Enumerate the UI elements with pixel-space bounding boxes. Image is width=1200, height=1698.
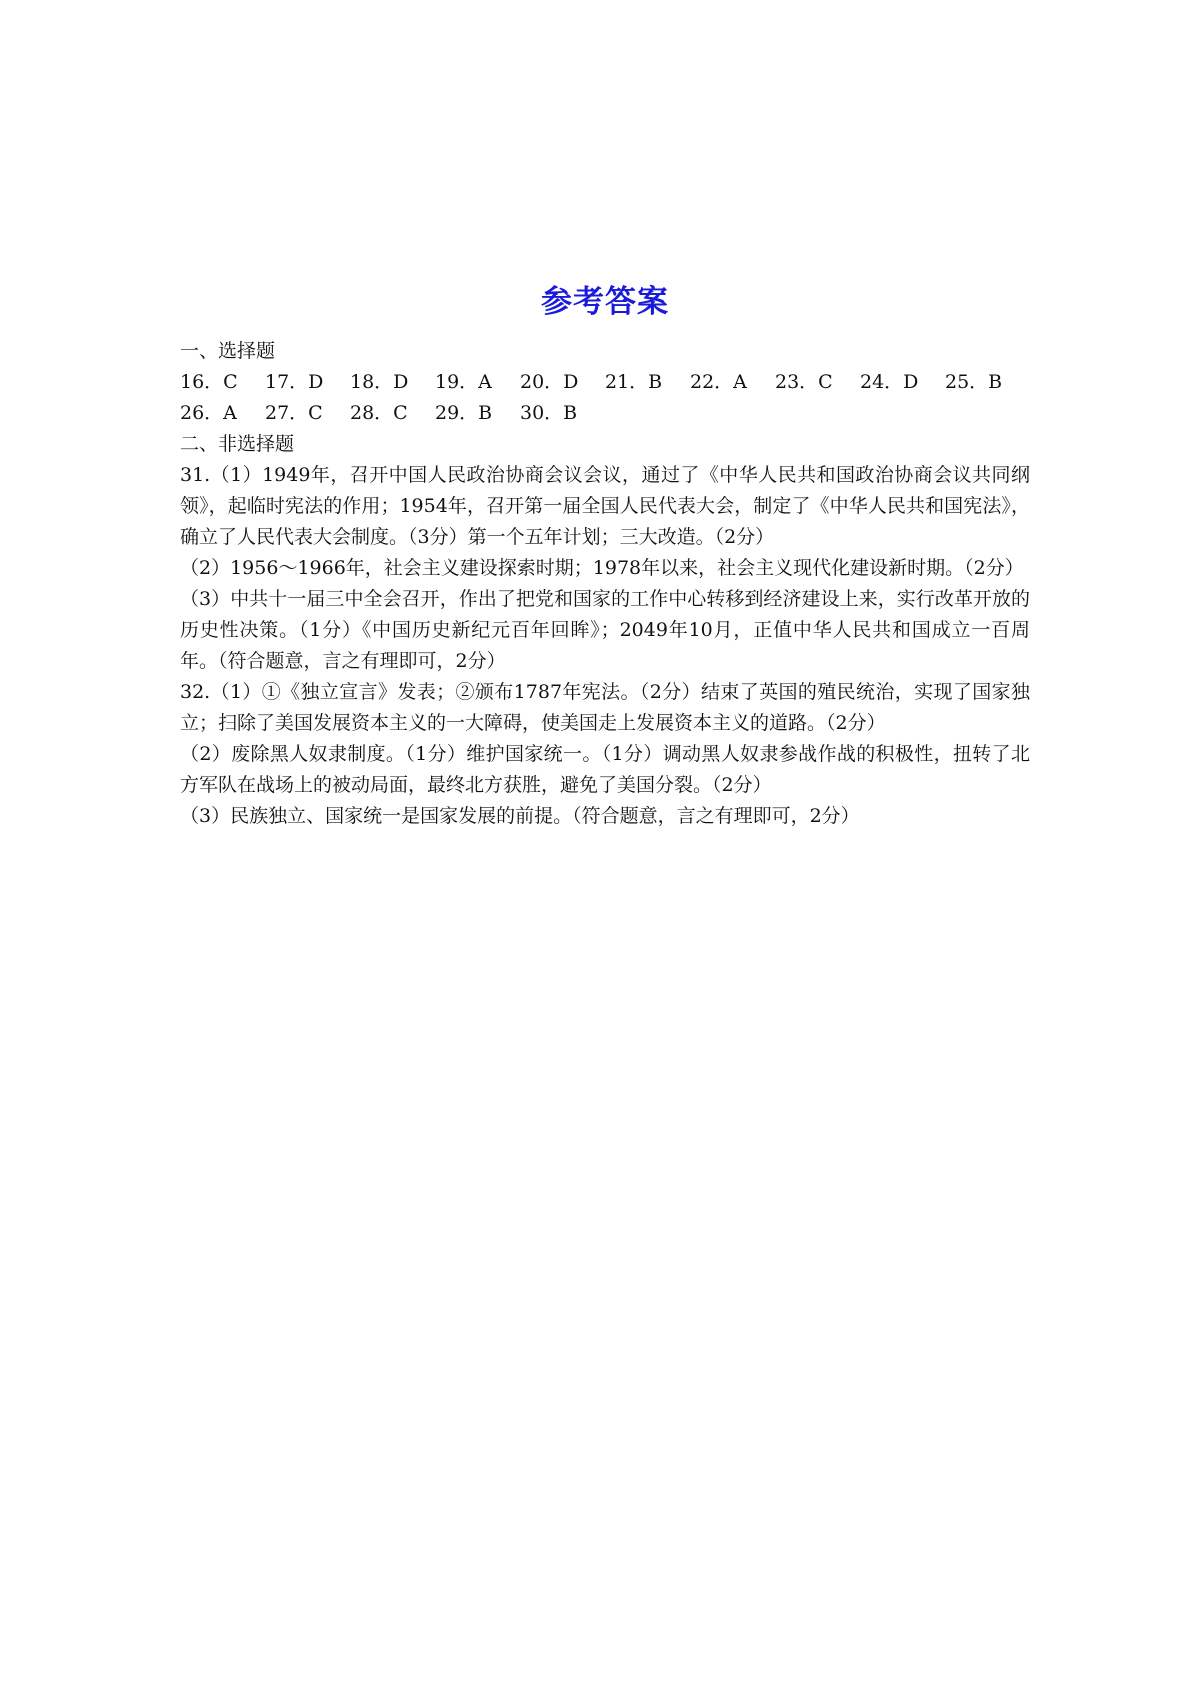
answer-item: 30．B bbox=[520, 402, 578, 424]
answer-paragraph: （3）民族独立、国家统一是国家发展的前提。（符合题意，言之有理即可，2分） bbox=[180, 805, 860, 827]
section-heading-multiple-choice: 一、选择题 bbox=[180, 340, 276, 362]
page-title: 参考答案 bbox=[541, 284, 669, 320]
answer-item: 18．D bbox=[350, 371, 409, 393]
answer-item: 19．A bbox=[435, 371, 492, 393]
answer-paragraph: （2）废除黑人奴隶制度。（1分）维护国家统一。（1分）调动黑人奴隶参战作战的积极性，扭转了北方军队在战场上的被动局面，最终北方获胜，避免了美国分裂。（2分） bbox=[180, 743, 1030, 796]
answer-item: 24．D bbox=[860, 371, 919, 393]
answers-row bbox=[180, 367, 1030, 398]
answer-paragraph: 31.（1）1949年，召开中国人民政治协商会议会议，通过了《中华人民共和国政治协商会议共同纲领》，起临时宪法的作用；1954年，召开第一届全国人民代表大会，制定了《中华人民共和国宪法》，确立了人民代表大会制度。（3分）第一个五年计划；三大改造。（2分） bbox=[180, 464, 1030, 548]
answer-paragraph: 32.（1）①《独立宣言》发表；②颁布1787年宪法。（2分）结束了英国的殖民统治，实现了国家独立；扫除了美国发展资本主义的一大障碍，使美国走上发展资本主义的道路。（2分） bbox=[180, 681, 1030, 734]
answer-item: 25．B bbox=[945, 371, 1003, 393]
answer-paragraph: （2）1956～1966年，社会主义建设探索时期；1978年以来，社会主义现代化建设新时期。（2分） bbox=[180, 557, 1024, 579]
answer-item: 22．A bbox=[690, 371, 747, 393]
answer-item: 20．D bbox=[520, 371, 579, 393]
answer-item: 28．C bbox=[350, 402, 408, 424]
answer-item: 29．B bbox=[435, 402, 493, 424]
answer-item: 23．C bbox=[775, 371, 833, 393]
answer-item: 16．C bbox=[180, 371, 238, 393]
answer-item: 27．C bbox=[265, 402, 323, 424]
answer-paragraph: （3）中共十一届三中全会召开，作出了把党和国家的工作中心转移到经济建设上来，实行改革开放的历史性决策。（1分）《中国历史新纪元百年回眸》；2049年10月，正值中华人民共和国成立一百周年。（符合题意，言之有理即可，2分） bbox=[180, 588, 1030, 672]
answer-sheet bbox=[180, 280, 1030, 832]
answer-item: 26．A bbox=[180, 402, 237, 424]
answers-row bbox=[180, 398, 1030, 429]
answer-item: 17．D bbox=[265, 371, 324, 393]
answer-item: 21．B bbox=[605, 371, 663, 393]
section-heading-non-multiple-choice: 二、非选择题 bbox=[180, 433, 295, 455]
